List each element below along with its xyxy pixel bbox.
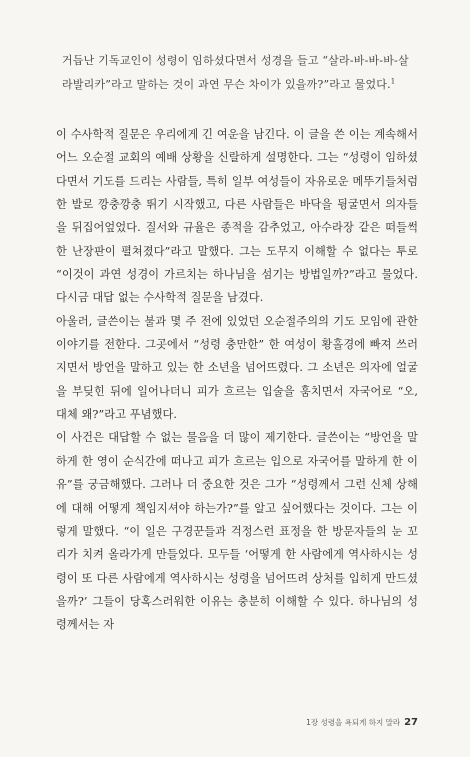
paragraph-3: 이 사건은 대답할 수 없는 물음을 더 많이 제기한다. 글쓴이는 “방언을 말하게 한 영이 순식간에 떠나고 피가 흐르는 입으로 자국어를 말하게 한 이유”를 궁금해했다. 그러나 더 중요한 것은 그가 “성령께서 그런 신체 상해에 대해 어떻게 책임지셔야 하는가?”를 알고 싶어했다는 것이다. 그는 이렇게 말했다. “이 일은 구경꾼들과 걱정스런 표정을 한 방문자들의 눈 꼬리가 치켜 올라가게 만들었다. 모두들 ‘어떻게 한 사람에게 역사하시는 성령이 또 다른 사람에게 역사하시는 성령을 넘어뜨려 상처를 입히게 만드셨을까?’ 그들이 당혹스러워한 이유는 충분히 이해할 수 있다. 하나님의 성령께서는 자 bbox=[56, 431, 418, 632]
quote-line-2 bbox=[62, 73, 412, 97]
footnote-marker: 1 bbox=[390, 77, 396, 86]
quote-line-1: 거듭난 기독교인이 성령이 임하셨다면서 성경을 들고 “살라-바-바-바-살 bbox=[62, 54, 409, 67]
body-text bbox=[56, 123, 418, 637]
paragraph-2: 아울러, 글쓴이는 불과 몇 주 전에 있었던 오순절주의의 기도 모임에 관한 이야기를 전한다. 그곳에서 “성령 충만한” 한 여성이 황홀경에 빠져 쓰러지면서 방언을 말하고 있는 한 소년을 넘어뜨렸다. 그 소년은 의자에 얼굴을 부딪힌 뒤에 일어나더니 피가 흐르는 입술을 훔치면서 자국어로 “오, 대체 왜?”라고 푸념했다. bbox=[56, 314, 418, 422]
block-quote bbox=[62, 49, 412, 97]
quote-line-2-text: 라발리카”라고 말하는 것이 과연 무슨 차이가 있을까?”라고 물었다. bbox=[62, 78, 391, 91]
paragraph-1: 이 수사학적 질문은 우리에게 긴 여운을 남긴다. 이 글을 쓴 이는 계속해서 어느 오순절 교회의 예배 상황을 신랄하게 설명한다. 그는 “성령이 임하셨다면서 기도를 드리는 사람들, 특히 일부 여성들이 자유로운 메뚜기들처럼 한 발로 깡충깡충 뛰기 시작했고, 다른 사람들은 바닥을 뒹굴면서 의자들을 뒤집어엎었다. 질서와 규율은 종적을 감추었고, 아수라장 같은 떠들썩한 난장판이 펼쳐졌다”라고 말했다. 그는 도무지 이해할 수 없다는 투로 “이것이 과연 성경이 가르치는 하나님을 섬기는 방법일까?”라고 물었다. 다시금 대답 없는 수사학적 질문을 남겼다. bbox=[56, 128, 418, 305]
page-footer bbox=[56, 717, 418, 728]
page-number: 27 bbox=[404, 717, 418, 728]
chapter-running-title: 1장 성령을 욕되게 하지 말라 bbox=[306, 718, 401, 727]
